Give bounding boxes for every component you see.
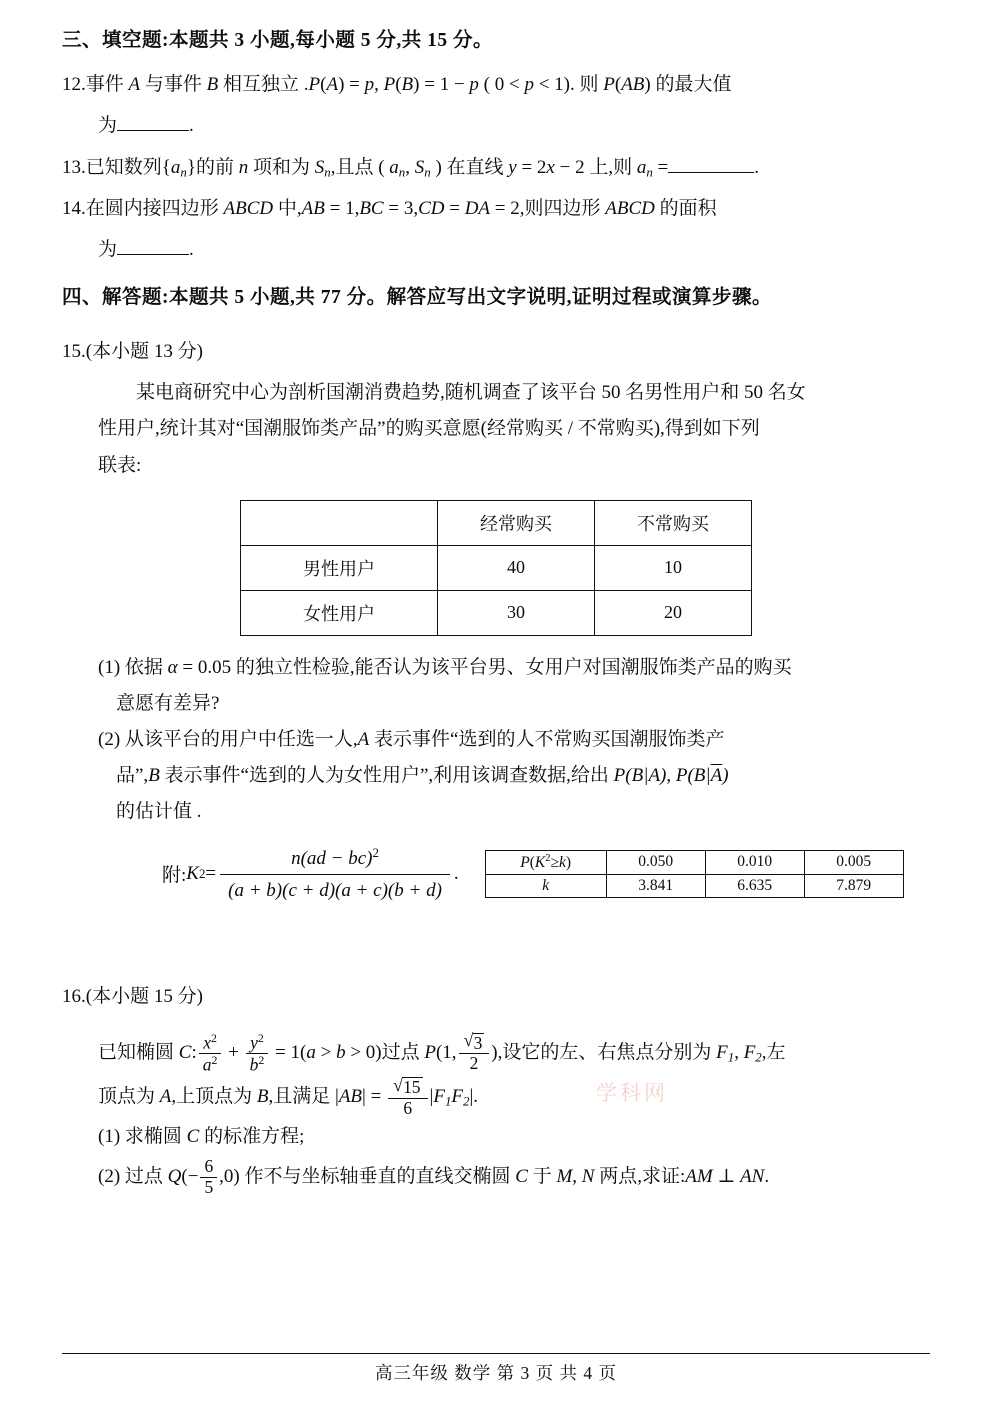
k-table-wrapper [485,850,904,898]
q13-a: a [170,156,181,178]
table-cell-female-often: 30 [438,590,595,635]
q16-P: P [424,1041,436,1063]
q16-l2-t3: ,且满足 | [268,1085,339,1107]
q16-A: A [159,1085,172,1107]
q15-P-cond2: P [675,764,688,786]
q16-y-exp: 2 [257,1030,264,1045]
q13-t9: = [652,156,669,178]
q14-t4: = 3, [383,197,419,219]
q16-C: C [178,1041,192,1063]
q16-F2-sub: 2 [755,1049,762,1065]
q16-b-exp: 2 [258,1052,265,1067]
q14-BC: BC [359,197,384,219]
q16-frac-num-sqrt15 [388,1077,427,1098]
k-squared-formula [162,844,459,903]
q12-var-B: B [206,74,219,96]
q14-number: 14. [62,197,86,219]
q15-sub2-t2: 表示事件“选到的人不常购买国潮服饰类产 [369,728,725,750]
formula-equals: = [205,862,217,884]
q12-t1: 事件 [85,74,129,96]
table-col-header-1: 经常购买 [438,500,595,545]
q12-A2: A [326,74,339,96]
q13-S2: S [414,156,425,178]
q14-t1: 在圆内接四边形 [85,197,224,219]
formula-K-exp: 2 [198,865,206,881]
q16-AM: AM [685,1165,713,1187]
q14-ABCD2: ABCD [605,197,655,219]
q15-sub2-t3: 品”, [116,764,149,786]
table-row-label-female: 女性用户 [241,590,438,635]
q16-sub2 [62,1155,930,1199]
q16-b2v: b [336,1041,346,1063]
question-16-header [62,979,930,1014]
q12-t3: 相互独立 . [218,74,309,96]
q12-p1: p [364,74,375,96]
q14-CD: CD [418,197,445,219]
table-row [241,590,752,635]
q15-number: 15. [62,341,86,363]
page-footer [0,1353,992,1385]
sqrt-icon [464,1033,485,1054]
q15-P-cond1: P [613,764,626,786]
ktable-row-k [485,874,903,897]
q15-sub2-line1 [62,722,930,758]
q16-t1: 已知椭圆 [98,1041,179,1063]
formula-denominator: (a + b)(c + d)(a + c)(b + d) [220,874,450,904]
formula-numerator [220,844,450,874]
q16-AN: AN [740,1165,765,1187]
q12-P3: P [603,74,615,96]
q16-comma: , [734,1041,744,1063]
q16-frac-sqrt15-6 [388,1077,427,1118]
q15-sub2-t1: (2) 从该平台的用户中任选一人, [98,728,358,750]
formula-num-exp: 2 [372,845,379,861]
q14-t3: = 1, [324,197,360,219]
q14-AB: AB [301,197,325,219]
ktable-K-exp: 2 [545,853,551,865]
q15-P-cond1-arg: (B|A) [625,764,667,786]
q16-sub1-t1: (1) 求椭圆 [98,1125,187,1147]
formula-fraction [220,844,450,903]
table-row [241,545,752,590]
q15-P-cond2-close: ) [722,764,729,786]
q15-formula-row [62,844,930,903]
q15-sub2-line2 [62,758,930,794]
q12-P1: P [308,74,321,96]
q16-F1b-sub: 1 [444,1093,452,1109]
q16-sub1-t2: 的标准方程; [199,1125,305,1147]
q13-S2-sub: n [424,164,431,180]
q16-F1-sub: 1 [727,1049,735,1065]
table-header-row [241,500,752,545]
q16-B: B [256,1085,269,1107]
q15-sub1-t2: = 0.05 的独立性检验,能否认为该平台男、女用户对国潮服饰类产品的购买 [177,656,792,678]
q16-a: a [202,1054,212,1075]
q16-frac-x2a2 [199,1032,222,1075]
q12-t8: ) = 1 − [413,74,470,96]
q15-sub2-t4: 表示事件“选到的人为女性用户”,利用该调查数据,给出 [159,764,614,786]
q13-period: . [754,156,759,178]
q13-S: S [314,156,325,178]
q14-answer-label: 为 [98,238,118,260]
q16-t6: ,左 [761,1041,786,1063]
q13-brace-l: { [161,156,171,178]
q13-number: 13. [62,156,86,178]
q15-sub1-line1 [62,650,930,686]
q13-S-sub: n [324,164,331,180]
q12-p3: p [524,74,534,96]
q14-ABCD: ABCD [223,197,274,219]
q16-l2-t1: 顶点为 [98,1085,160,1107]
q16-t2: = 1( [270,1041,307,1063]
q16-b: b [249,1054,259,1075]
q13-t4: ,且点 ( [330,156,390,178]
q15-title: (本小题 13 分) [85,341,203,363]
ktable-ge: ≥ [550,853,560,871]
q16-l2-t2: ,上顶点为 [171,1085,257,1107]
q16-perp: ⊥ [712,1165,741,1187]
ktable-label-k: k [485,874,606,897]
q16-frac-den-2: 2 [459,1053,490,1074]
q13-a2: a [389,156,399,178]
footer-text: 高三年级 数学 第 3 页 共 4 页 [374,1363,618,1383]
formula-adbc: (ad − bc) [300,848,373,870]
question-15-header [62,334,930,369]
table-cell-male-seldom: 10 [595,545,752,590]
q16-sub2-t3: ,0) 作不与坐标轴垂直的直线交椭圆 [219,1165,516,1187]
q15-sub1-t1: (1) 依据 [98,656,168,678]
section-3-heading: 三、填空题:本题共 3 小题,每小题 5 分,共 15 分。 [62,30,493,51]
ktable-K: K [534,853,546,871]
q16-sub2-t5: 两点,求证: [594,1165,686,1187]
section-4-heading: 四、解答题:本题共 5 小题,共 77 分。解答应写出文字说明,证明过程或演算步骤。 [62,286,772,308]
q16-M: M [556,1165,573,1187]
q12-p2: p [469,74,479,96]
formula-K: K [186,862,199,884]
question-12-line2 [62,108,930,143]
q16-Q: Q [167,1165,182,1187]
q13-x: x [546,156,555,178]
q16-frac-num-sqrt3 [459,1033,490,1054]
q13-t1: 已知数列 [85,156,162,178]
q13-t3: 项和为 [248,156,315,178]
q12-AB: AB [621,74,645,96]
watermark-1: 学科网 [596,1081,668,1105]
q16-sub2-t1: (2) 过点 [98,1165,168,1187]
q16-sub2-t2: (− [181,1165,199,1187]
table-row-label-male: 男性用户 [241,545,438,590]
q12-t5: ) = [338,74,365,96]
q15-event-A: A [357,728,370,750]
q13-a3: a [636,156,647,178]
q12-t11: ( [614,74,622,96]
q16-frac-den-6: 6 [388,1098,427,1119]
q15-A-bar: $\overline{A}$ [710,764,723,786]
footer-divider [62,1353,930,1354]
q16-bar-r: |. [469,1085,479,1107]
q14-t7: 的面积 [654,197,717,219]
ktable-paren-r: ) [565,853,572,871]
q16-sub1 [62,1119,930,1155]
q16-N: N [581,1165,595,1187]
q13-t5: , [405,156,415,178]
formula-period: . [453,862,459,884]
q16-sub2-C: C [515,1165,528,1187]
q16-frac-sqrt3-2 [459,1033,490,1074]
q13-t2: 的前 [195,156,239,178]
q13-t8: − 2 上,则 [554,156,637,178]
q15-sub2-comma: , [666,764,676,786]
q15-sub2-line3: 的估计值 . [116,801,202,822]
q12-t10: < 1). 则 [533,74,604,96]
table-corner-cell [241,500,438,545]
q14-DA: DA [464,197,491,219]
q13-n: n [238,156,249,178]
q13-brace-r: } [186,156,196,178]
contingency-table [240,500,752,636]
formula-prefix: 附: [162,865,187,887]
q12-t12: ) 的最大值 [644,74,732,96]
q13-a3-sub: n [646,164,653,180]
q14-t5: = [444,197,465,219]
q16-plus: + [223,1041,244,1063]
q15-para2: 性用户,统计其对“国潮服饰类产品”的购买意愿(经常购买 / 不常购买),得到如下列 [98,418,760,440]
q16-frac-den-b2 [246,1053,269,1075]
q15-para3: 联表: [98,454,142,476]
q16-F2: F [743,1041,756,1063]
q14-t6: = 2,则四边形 [490,197,606,219]
q13-t6: ) 在直线 [430,156,509,178]
ktable-k-3: 7.879 [804,874,903,897]
table-cell-female-seldom: 20 [595,590,752,635]
q16-colon: : [191,1041,197,1063]
ktable-label-p [485,851,606,875]
q12-P2: P [383,74,396,96]
ktable-row-alpha [485,851,903,875]
q16-a2v: a [306,1041,316,1063]
page-content [62,26,930,1198]
ktable-k-2: 6.635 [705,874,804,897]
ktable-alpha-3: 0.005 [804,851,903,875]
critical-value-table [485,850,904,898]
q15-para1: 某电商研究中心为剖析国潮消费趋势,随机调查了该平台 50 名男性用户和 50 名女 [136,382,806,404]
q16-sub2-comma: , [572,1165,582,1187]
q16-frac-den-5: 5 [200,1177,217,1198]
ktable-k: k [559,853,566,871]
q12-t4: ( [320,74,327,96]
q12-answer-label: 为 [98,115,118,137]
q16-F2b-sub: 2 [463,1093,470,1109]
q16-frac-num-y2 [246,1032,269,1053]
q13-a2-sub: n [398,164,406,180]
q16-y: y [250,1032,258,1053]
sqrt-icon [393,1077,422,1098]
q16-frac-den-a2 [199,1053,222,1075]
q12-var-A: A [128,74,141,96]
question-14-line2 [62,232,930,267]
table-col-header-2: 不常购买 [595,500,752,545]
q12-t7: ( [395,74,402,96]
ktable-P: P [520,853,530,871]
q16-sqrt3: 3 [473,1032,483,1053]
q16-F1: F [716,1041,728,1063]
q12-number: 12. [62,74,86,96]
table-cell-male-often: 40 [438,545,595,590]
q16-x-exp: 2 [210,1030,217,1045]
q12-answer-blank [117,112,189,131]
q16-frac-y2b2 [246,1032,269,1075]
ktable-paren-l: ( [529,853,535,871]
q16-t5: ),设它的左、右焦点分别为 [491,1041,717,1063]
question-12 [62,67,930,102]
q16-t3: 过点 [381,1041,425,1063]
q16-l2-t4: | = [362,1085,387,1107]
q16-sub2-t4: 于 [527,1165,557,1187]
q14-period: . [189,238,194,260]
q15-sub1-line2: 意愿有差异? [116,692,220,714]
q15-alpha: α [167,656,178,678]
q16-t4: (1, [435,1041,457,1063]
formula-n: n [291,848,301,870]
q14-t2: 中, [273,197,302,219]
q16-bar-l: | [429,1085,434,1107]
q13-t7: = 2 [516,156,547,178]
q15-P-cond2-open: (B| [687,764,711,786]
q14-answer-blank [117,236,189,255]
q15-event-B: B [148,764,160,786]
ktable-k-1: 3.841 [606,874,705,897]
q16-gt1: > [315,1041,337,1063]
q16-title: (本小题 15 分) [85,986,203,1008]
ktable-alpha-2: 0.010 [705,851,804,875]
q12-t6: , [374,74,384,96]
q12-period: . [189,115,194,137]
q16-frac-6-5 [200,1157,217,1197]
q12-t9: ( 0 < [478,74,525,96]
q16-frac-num-x2 [199,1032,222,1053]
ktable-alpha-1: 0.050 [606,851,705,875]
q16-sub2-period: . [764,1165,770,1187]
q16-line1 [62,1031,930,1075]
q16-a-exp: 2 [211,1052,218,1067]
q13-answer-blank [668,153,754,172]
q16-number: 16. [62,986,86,1008]
q16-F1b: F [433,1085,445,1107]
q16-F2b: F [451,1085,464,1107]
q16-sqrt15: 15 [403,1076,421,1097]
q16-gt2: > 0) [345,1041,382,1063]
q16-sub1-C: C [186,1125,200,1147]
q16-line2 [62,1075,930,1119]
q16-AB: AB [338,1085,363,1107]
q13-a-sub: n [180,164,187,180]
q12-B2: B [401,74,414,96]
question-14 [62,191,930,226]
q12-t2: 与事件 [140,74,207,96]
question-13 [62,150,930,185]
q13-y: y [508,156,517,178]
q16-frac-num-6: 6 [204,1156,214,1177]
q16-x: x [203,1032,211,1053]
